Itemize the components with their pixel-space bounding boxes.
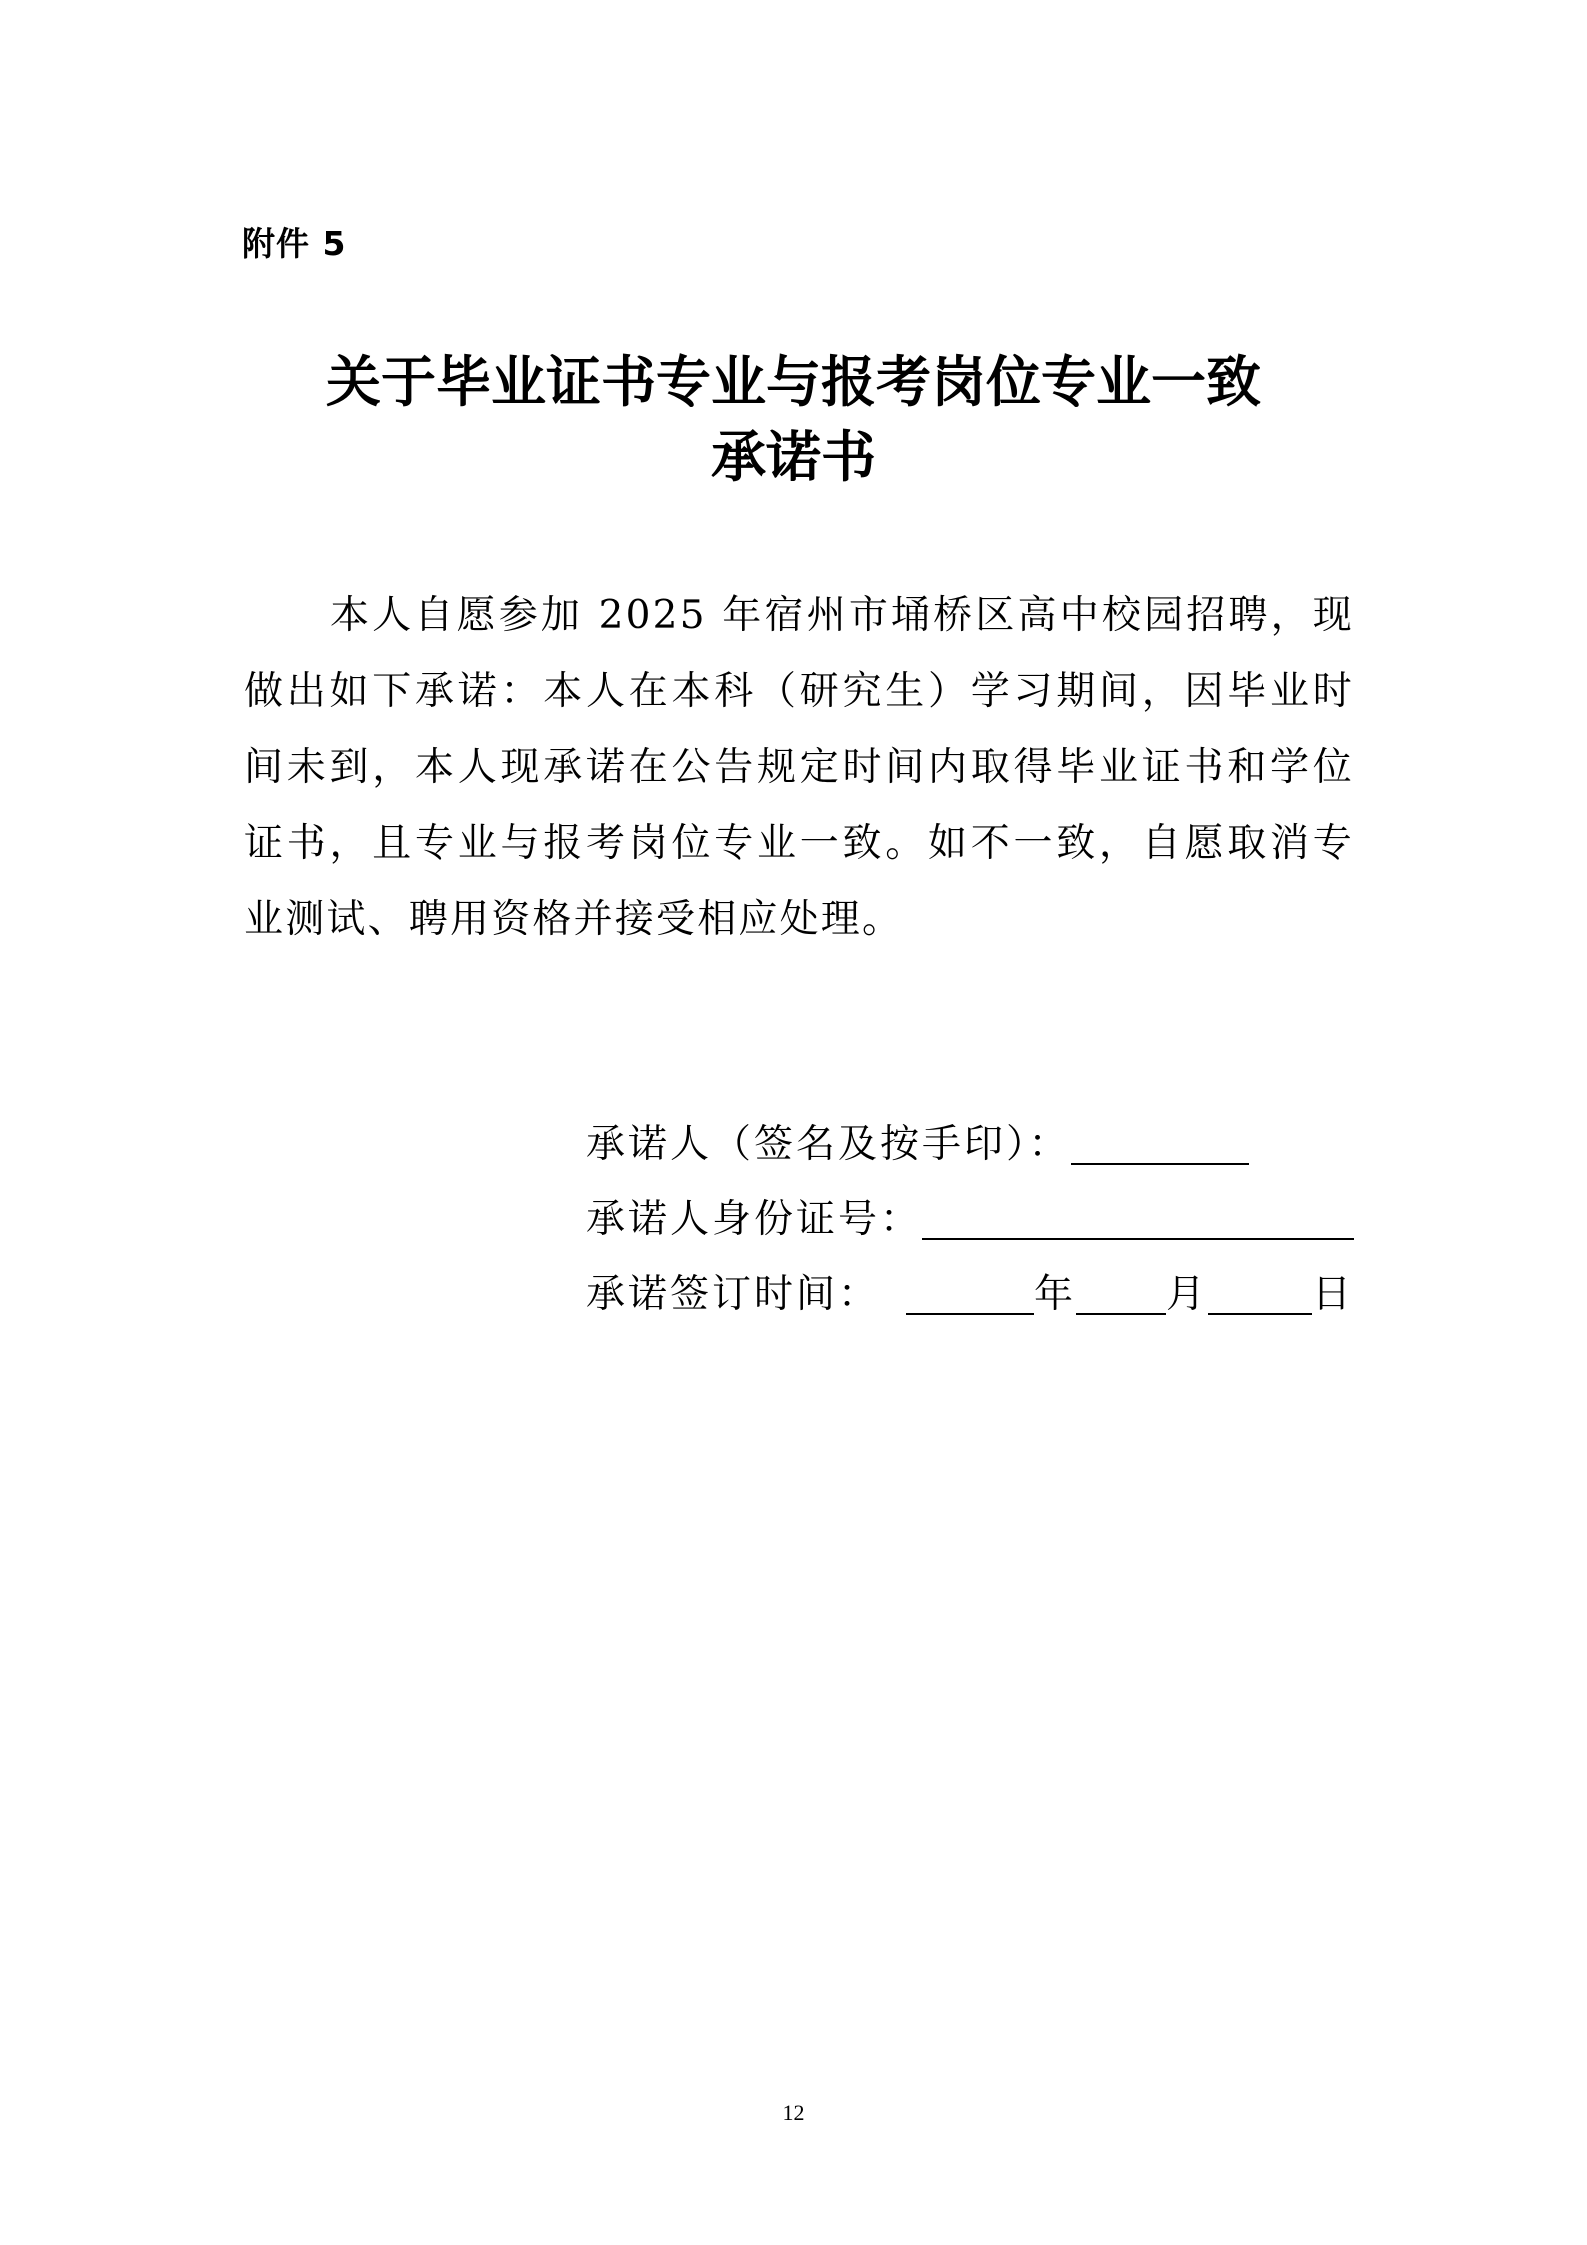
signer-row: [586, 1113, 1249, 1169]
sign-date-label: 承诺签订时间：: [586, 1272, 881, 1317]
id-number-label: 承诺人身份证号：: [586, 1197, 923, 1242]
year-line[interactable]: [906, 1269, 1034, 1315]
title-line-2: 承诺书: [710, 425, 876, 489]
id-number-line[interactable]: [922, 1194, 1354, 1240]
sign-date-row: [586, 1263, 1354, 1319]
title-line-1: 关于毕业证书专业与报考岗位专业一致: [325, 350, 1261, 414]
id-number-row: [586, 1188, 1354, 1244]
year-unit: 年: [1034, 1272, 1077, 1317]
day-line[interactable]: [1208, 1269, 1312, 1315]
day-unit: 日: [1312, 1272, 1355, 1317]
attachment-label: 附件 5: [242, 224, 347, 263]
commitment-paragraph: 本人自愿参加 2025 年宿州市埇桥区高中校园招聘，现做出如下承诺：本人在本科（研究生）学习期间，因毕业时间未到，本人现承诺在公告规定时间内取得毕业证书和学位证书，且专业与报考岗位专业一致。如不一致，自愿取消专业测试、聘用资格并接受相应处理。: [244, 593, 1354, 942]
month-line[interactable]: [1076, 1269, 1166, 1315]
signer-signature-line[interactable]: [1071, 1119, 1249, 1165]
month-unit: 月: [1166, 1272, 1209, 1317]
signer-label: 承诺人（签名及按手印）：: [586, 1122, 1071, 1167]
page-number: 12: [782, 2100, 805, 2125]
